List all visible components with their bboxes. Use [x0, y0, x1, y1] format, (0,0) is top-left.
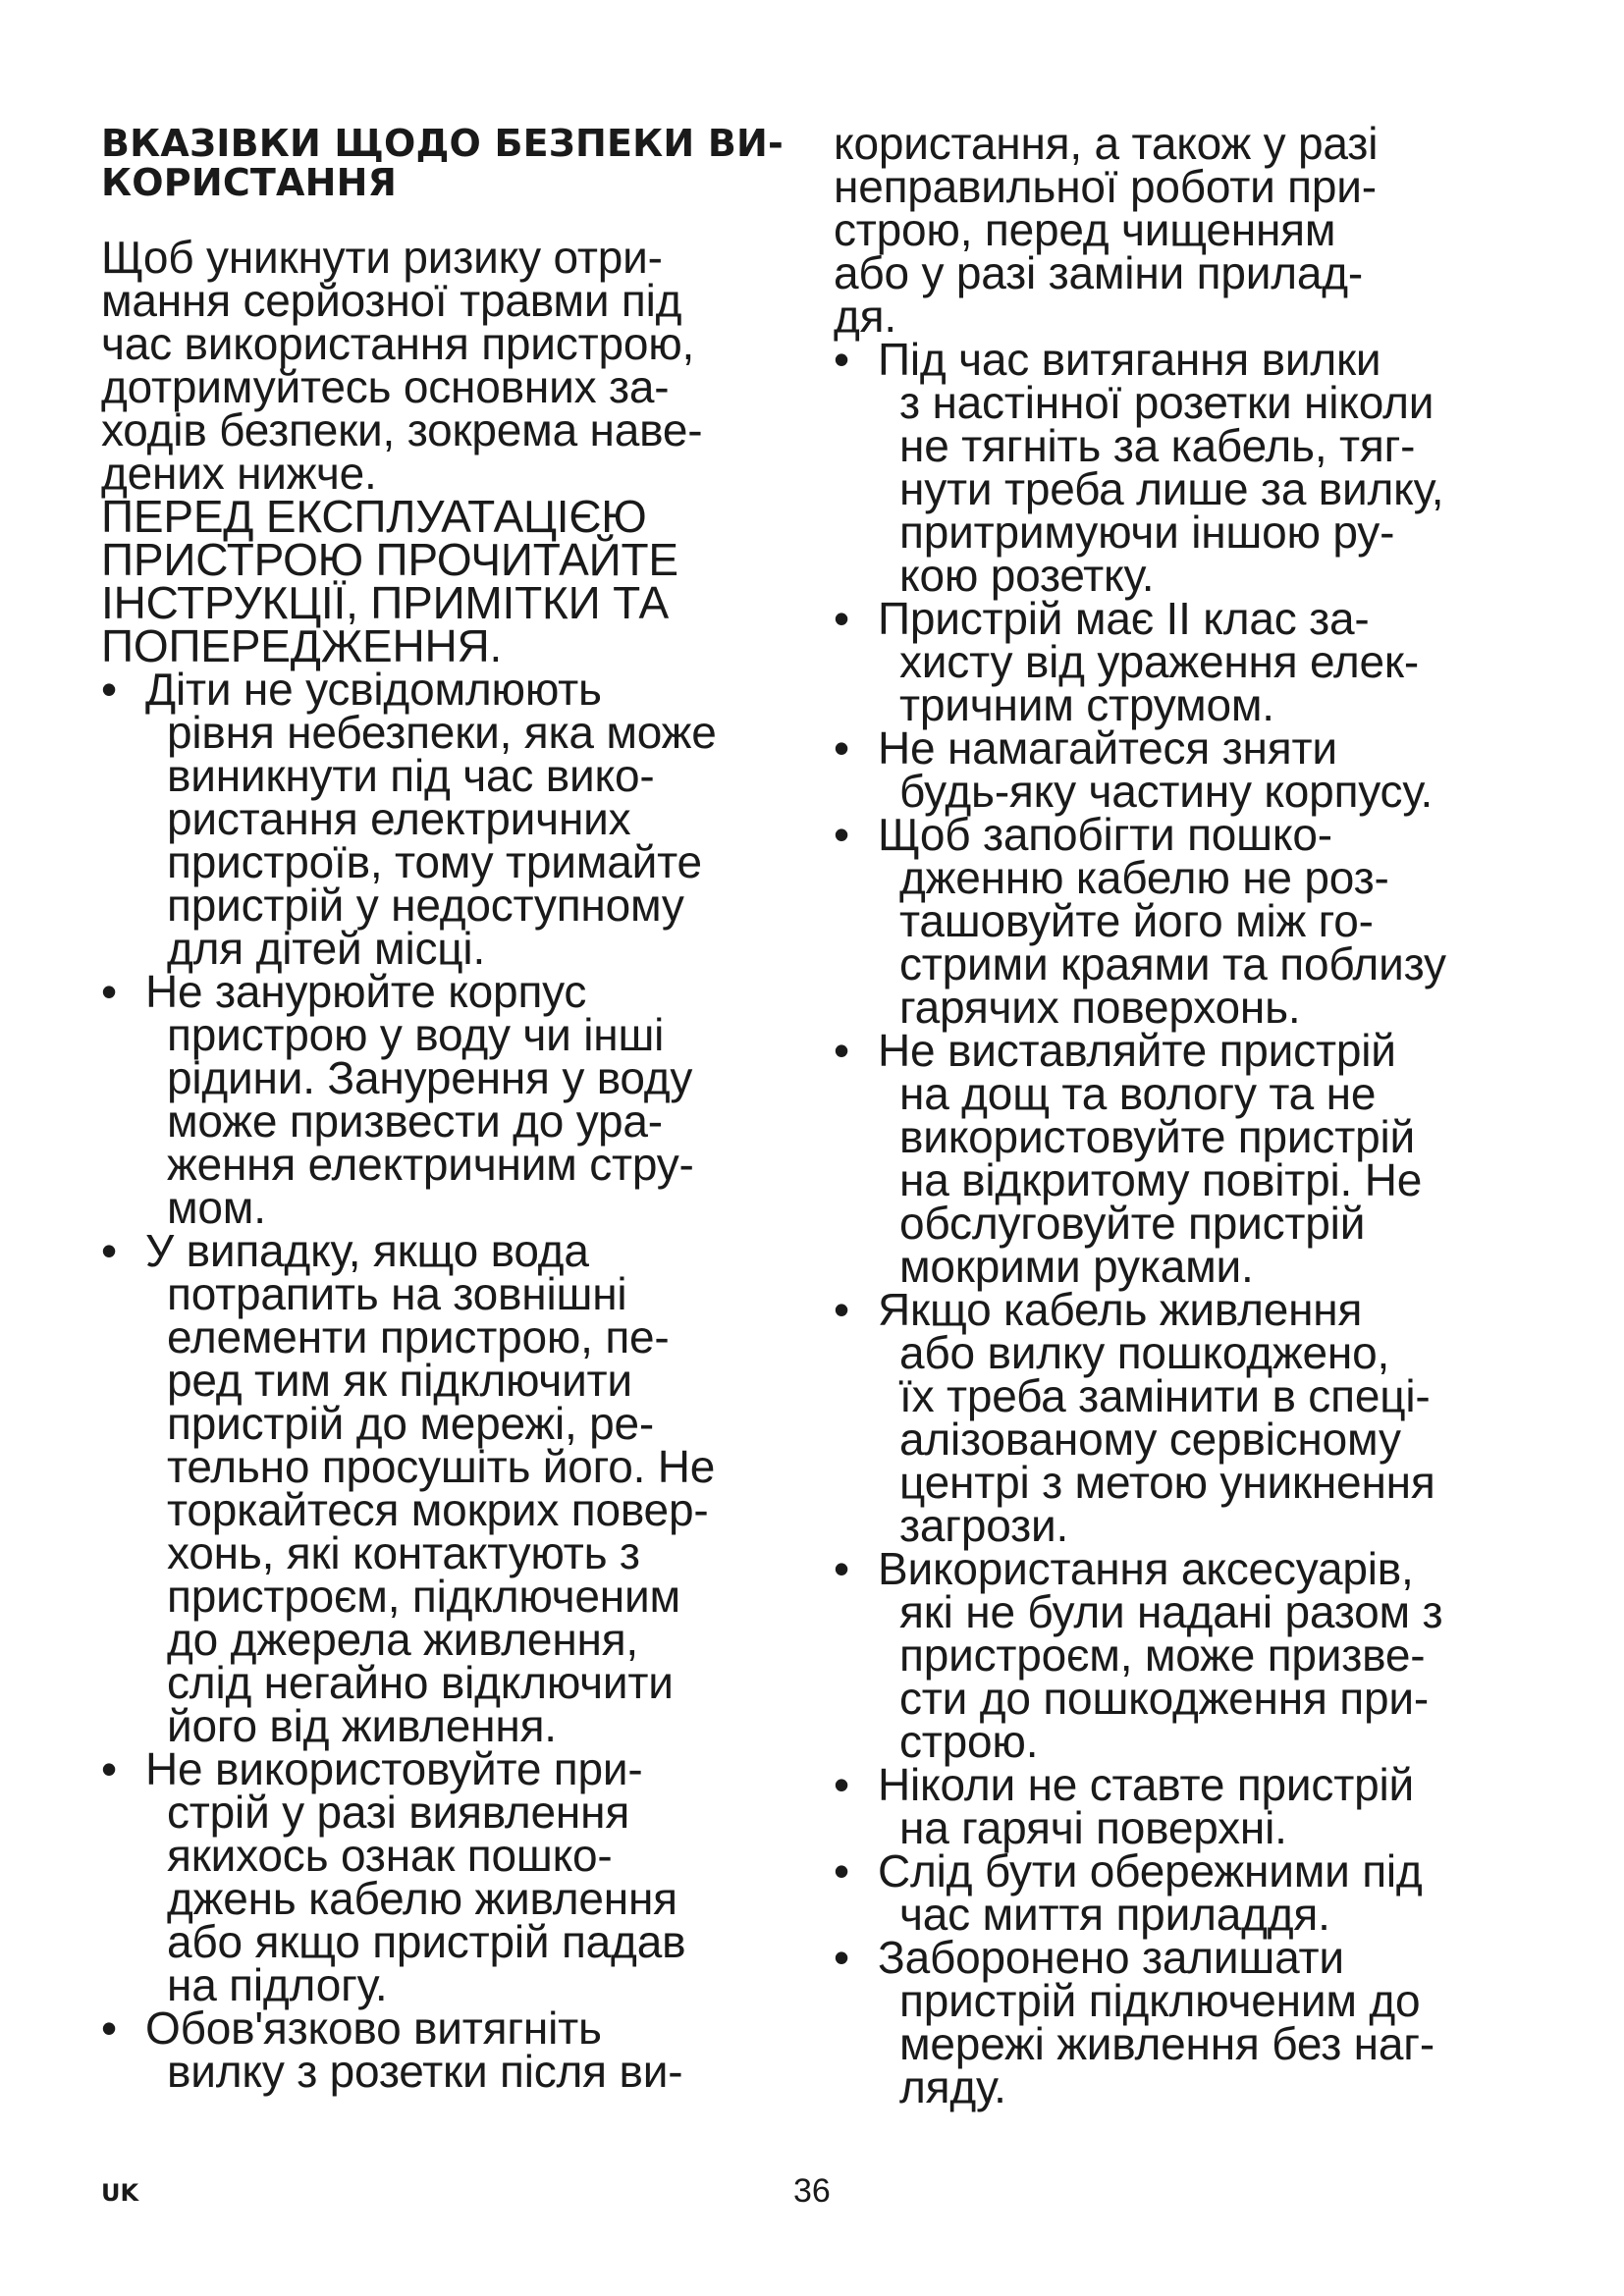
text-line: пристроєм, може призве-: [899, 1629, 1426, 1681]
text-line: використовуйте пристрій: [899, 1111, 1415, 1162]
text-line: дя.: [834, 291, 896, 342]
text-line: дженню кабелю не роз-: [899, 852, 1389, 903]
text-line: або у разі заміни прилад-: [834, 247, 1363, 298]
bullet-icon: •: [101, 1743, 117, 1794]
list-item: [834, 1543, 1541, 1767]
text-line: на дощ та вологу та не: [899, 1068, 1377, 1119]
list-item-text: [145, 966, 818, 1233]
bullet-icon: •: [101, 664, 117, 715]
bullet-icon: •: [101, 2002, 117, 2054]
list-item: [834, 1025, 1541, 1292]
list-item: [101, 2002, 818, 2097]
list-item-text: [878, 1284, 1541, 1551]
text-line: на підлогу.: [167, 1959, 388, 2010]
list-item-text: [878, 1845, 1541, 1940]
text-line: хисту від ураження елек-: [899, 636, 1419, 687]
text-line: Використання аксесуарів,: [878, 1543, 1414, 1594]
heading-line: ВКАЗІВКИ ЩОДО БЕЗПЕКИ ВИ-: [101, 122, 784, 165]
text-line: користання, а також у разі: [834, 118, 1379, 169]
text-line: його від живлення.: [167, 1700, 557, 1751]
list-item: [834, 1932, 1541, 2112]
text-line: ташовуйте його між го-: [899, 895, 1374, 946]
bullet-icon: •: [834, 1284, 849, 1335]
text-line: строю.: [899, 1716, 1039, 1767]
text-line: якихось ознак пошко-: [167, 1830, 613, 1881]
section-heading: [101, 124, 818, 202]
text-line: тричним струмом.: [899, 679, 1274, 730]
list-item: [834, 809, 1541, 1033]
page-number: 36: [793, 2172, 831, 2210]
list-item-text: [878, 809, 1541, 1033]
text-line: ження електричним стру-: [167, 1139, 694, 1190]
text-line: слід негайно відключити: [167, 1657, 674, 1708]
bullet-icon: •: [834, 1025, 849, 1076]
text-line: виникнути під час вико-: [167, 750, 655, 801]
text-line: не тягніть за кабель, тяг-: [899, 420, 1416, 471]
text-line: Не використовуйте при-: [145, 1743, 643, 1794]
list-item: [101, 1225, 818, 1751]
text-line: нути треба лише за вилку,: [899, 463, 1444, 514]
text-line: пристроєм, підключеним: [167, 1571, 680, 1622]
bullet-icon: •: [834, 809, 849, 860]
text-line: Не намагайтеся зняти: [878, 722, 1337, 774]
list-item-text: [878, 1932, 1541, 2112]
text-line: ПОПЕРЕДЖЕННЯ.: [101, 620, 503, 671]
text-line: сти до пошкодження при-: [899, 1673, 1429, 1724]
text-line: пристрій підключеним до: [899, 1975, 1421, 2026]
text-line: пристрій у недоступному: [167, 880, 684, 931]
text-line: неправильної роботи при-: [834, 161, 1377, 212]
text-line: дених нижче.: [101, 448, 377, 499]
text-line: торкайтеся мокрих повер-: [167, 1484, 709, 1535]
text-line: ходів безпеки, зокрема наве-: [101, 404, 703, 455]
text-line: ляду.: [899, 2061, 1006, 2112]
text-line: Щоб уникнути ризику отри-: [101, 232, 663, 283]
list-item: [834, 1845, 1541, 1940]
text-line: елементи пристрою, пе-: [167, 1311, 670, 1362]
list-item-text: [878, 1543, 1541, 1767]
list-item-text: [878, 593, 1541, 730]
text-line: Діти не усвідомлюють: [145, 664, 602, 715]
text-line: Пристрій має II клас за-: [878, 593, 1370, 644]
bullet-icon: •: [834, 1543, 849, 1594]
list-item: [101, 966, 818, 1233]
list-item-text: [878, 1759, 1541, 1853]
text-line: вилку з розетки після ви-: [167, 2046, 683, 2097]
text-line: потрапить на зовнішні: [167, 1268, 627, 1319]
text-line: обслуговуйте пристрій: [899, 1198, 1366, 1249]
text-line: час миття приладдя.: [899, 1889, 1330, 1940]
text-line: або вилку пошкоджено,: [899, 1327, 1390, 1378]
list-item: [834, 722, 1541, 817]
text-line: центрі з метою уникнення: [899, 1457, 1435, 1508]
warning-paragraph: [101, 491, 818, 671]
list-item: [834, 334, 1541, 601]
list-item-text: [878, 1025, 1541, 1292]
bullet-icon: •: [834, 593, 849, 644]
text-line: мом.: [167, 1182, 266, 1233]
text-line: дотримуйтесь основних за-: [101, 361, 670, 412]
list-item: [101, 664, 818, 974]
bullet-icon: •: [834, 334, 849, 385]
list-item-text: [145, 2002, 818, 2097]
bullet-icon: •: [101, 966, 117, 1017]
text-line: пристрою у воду чи інші: [167, 1009, 665, 1060]
text-line: алізованому сервісному: [899, 1414, 1401, 1465]
text-line: гарячих поверхонь.: [899, 982, 1301, 1033]
text-line: з настінної розетки ніколи: [899, 377, 1435, 428]
text-line: на відкритому повітрі. Не: [899, 1154, 1423, 1205]
text-line: хонь, які контактують з: [167, 1527, 640, 1578]
text-line: притримуючи іншою ру-: [899, 507, 1395, 558]
text-line: стрій у разі виявлення: [167, 1787, 630, 1838]
list-item-text: [878, 722, 1541, 817]
text-line: ристання електричних: [167, 793, 631, 844]
text-line: Під час витягання вилки: [878, 334, 1381, 385]
right-column: [834, 118, 1541, 2112]
text-line: мання серйозної травми під: [101, 275, 682, 326]
text-line: Слід бути обережними під: [878, 1845, 1423, 1896]
text-line: мокрими руками.: [899, 1241, 1254, 1292]
text-line: кою розетку.: [899, 550, 1155, 601]
text-line: Не занурюйте корпус: [145, 966, 587, 1017]
text-line: Якщо кабель живлення: [878, 1284, 1363, 1335]
text-line: Ніколи не ставте пристрій: [878, 1759, 1414, 1810]
text-line: до джерела живлення,: [167, 1614, 639, 1665]
text-line: які не були надані разом з: [899, 1586, 1443, 1637]
bullet-icon: •: [101, 1225, 117, 1276]
text-line: джень кабелю живлення: [167, 1873, 677, 1924]
text-line: може призвести до ура-: [167, 1095, 663, 1147]
list-item-text: [145, 664, 818, 974]
left-bullet-list: [101, 664, 818, 2097]
bullet-icon: •: [834, 722, 849, 774]
text-line: загрози.: [899, 1500, 1069, 1551]
list-item: [834, 593, 1541, 730]
bullet-icon: •: [834, 1845, 849, 1896]
text-line: ред тим як підключити: [167, 1355, 632, 1406]
text-line: тельно просушіть його. Не: [167, 1441, 716, 1492]
text-line: пристроїв, тому тримайте: [167, 836, 702, 887]
text-line: стрими краями та поблизу: [899, 938, 1446, 989]
text-line: У випадку, якщо вода: [145, 1225, 589, 1276]
list-item: [834, 1759, 1541, 1853]
bullet-icon: •: [834, 1759, 849, 1810]
text-line: або якщо пристрій падав: [167, 1916, 686, 1967]
text-line: рівня небезпеки, яка може: [167, 707, 717, 758]
text-line: Не виставляйте пристрій: [878, 1025, 1396, 1076]
language-code: UK: [101, 2179, 139, 2207]
list-item-text: [878, 334, 1541, 601]
text-line: час використання пристрою,: [101, 318, 695, 369]
text-line: Щоб запобігти пошко-: [878, 809, 1332, 860]
text-line: пристрій до мережі, ре-: [167, 1398, 655, 1449]
text-line: на гарячі поверхні.: [899, 1802, 1287, 1853]
right-bullet-list: [834, 334, 1541, 2112]
intro-paragraph: [101, 232, 818, 499]
heading-line: КОРИСТАННЯ: [101, 161, 398, 204]
text-line: Заборонено залишати: [878, 1932, 1344, 1983]
list-item-text: [145, 1225, 818, 1751]
continued-item-text: [834, 118, 1541, 342]
text-line: ПЕРЕД ЕКСПЛУАТАЦІЄЮ: [101, 491, 647, 542]
text-line: будь-яку частину корпусу.: [899, 766, 1434, 817]
text-line: Обов'язково витягніть: [145, 2002, 602, 2054]
text-line: рідини. Занурення у воду: [167, 1052, 693, 1103]
text-line: ПРИСТРОЮ ПРОЧИТАЙТЕ: [101, 534, 678, 585]
text-line: строю, перед чищенням: [834, 204, 1336, 255]
list-item: [834, 1284, 1541, 1551]
text-line: їх треба замінити в спеці-: [899, 1370, 1431, 1421]
list-item: [101, 1743, 818, 2010]
text-line: для дітей місці.: [167, 923, 486, 974]
text-line: мережі живлення без наг-: [899, 2018, 1435, 2069]
text-line: ІНСТРУКЦІЇ, ПРИМІТКИ ТА: [101, 577, 669, 628]
list-item-text: [145, 1743, 818, 2010]
bullet-icon: •: [834, 1932, 849, 1983]
